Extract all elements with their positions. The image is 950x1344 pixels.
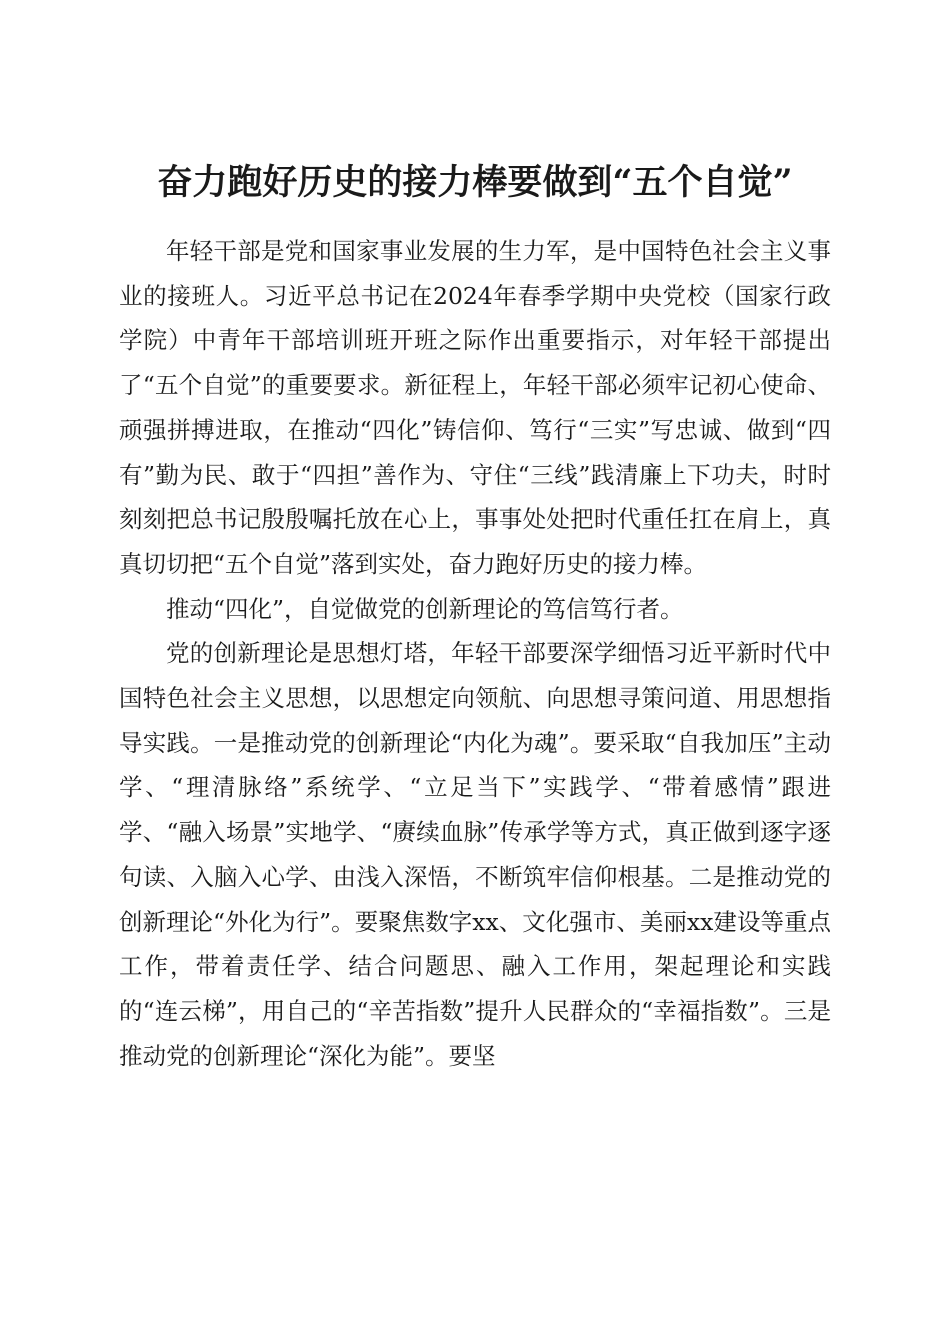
paragraph-intro: 年轻干部是党和国家事业发展的生力军，是中国特色社会主义事业的接班人。习近平总书记在2024年春季学期中央党校（国家行政学院）中青年干部培训班开班之际作出重要指示，对年轻干部提出了“五个自觉”的重要要求。新征程上，年轻干部必须牢记初心使命、顽强拼搏进取，在推动“四化”铸信仰、笃行“三实”写忠诚、做到“四有”勤为民、敢于“四担”善作为、守住“三线”践清廉上下功夫，时时刻刻把总书记殷殷嘱托放在心上，事事处处把时代重任扛在肩上，真真切切把“五个自觉”落到实处，奋力跑好历史的接力棒。 xyxy=(119,237,831,578)
paragraph-section-heading: 推动“四化”，自觉做党的创新理论的笃信笃行者。 xyxy=(166,594,684,623)
document-body xyxy=(119,229,831,1078)
paragraph-theory: 党的创新理论是思想灯塔，年轻干部要深学细悟习近平新时代中国特色社会主义思想，以思想定向领航、向思想寻策问道、用思想指导实践。一是推动党的创新理论“内化为魂”。要采取“自我加压”主动学、“理清脉络”系统学、“立足当下”实践学、“带着感情”跟进学、“融入场景”实地学、“赓续血脉”传承学等方式，真正做到逐字逐句读、入脑入心学、由浅入深悟，不断筑牢信仰根基。二是推动党的创新理论“外化为行”。要聚焦数字xx、文化强市、美丽xx建设等重点工作，带着责任学、结合问题思、融入工作用，架起理论和实践的“连云梯”，用自己的“辛苦指数”提升人民群众的“幸福指数”。三是推动党的创新理论“深化为能”。要坚 xyxy=(119,639,831,1070)
document-title: 奋力跑好历史的接力棒要做到“五个自觉” xyxy=(157,162,793,204)
